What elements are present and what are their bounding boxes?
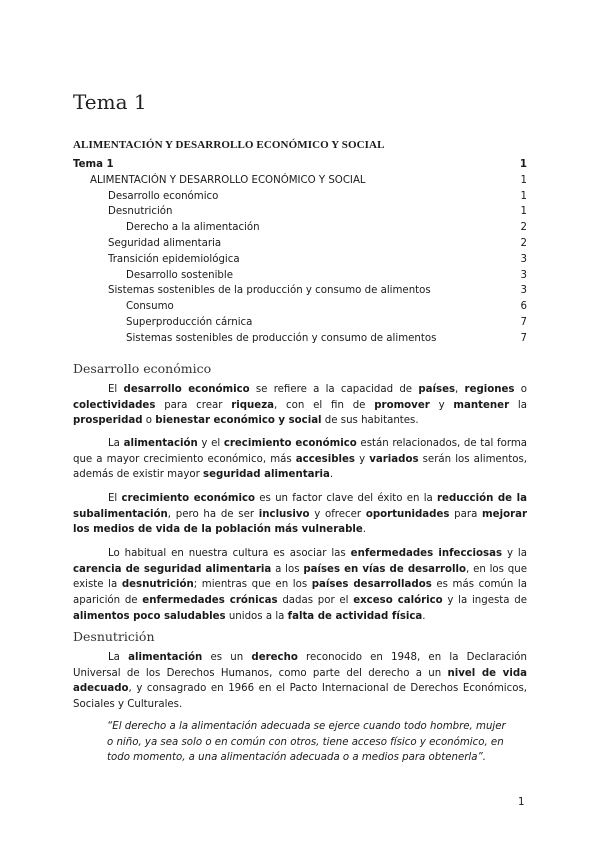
emphasis-text: países en vías de desarrollo	[303, 563, 467, 575]
emphasis-text: exceso calórico	[353, 595, 443, 607]
toc-entry-label: Tema 1	[73, 159, 114, 170]
emphasis-text: alimentación	[123, 438, 198, 449]
emphasis-text: regiones	[464, 384, 515, 395]
toc-entry-page: 1	[519, 159, 527, 170]
toc-entry-label: Desnutrición	[108, 206, 173, 218]
emphasis-text: países	[418, 384, 456, 395]
emphasis-text: crecimiento económico	[121, 493, 256, 504]
toc-entry[interactable]	[73, 157, 527, 173]
toc-entry-page: 2	[520, 237, 527, 249]
emphasis-text: promover	[374, 399, 430, 411]
toc-entry-label: Desarrollo económico	[108, 190, 219, 202]
paragraph: Lo habitual en nuestra cultura es asociar las enfermedades infecciosas y la carencia de seguridad alimentaria a los países en vías de desarrollo, en los que existe la desnutrición; mientras que en los países desarrollados es más común la aparición de enfermedades crónicas dadas por el exceso calórico y la ingesta de alimentos poco saludables unidos a la falta de actividad física.	[73, 548, 527, 622]
emphasis-text: accesibles	[295, 453, 355, 465]
emphasis-text: inclusivo	[258, 508, 310, 520]
emphasis-text: mejorar los medios de vida de la población más vulnerable	[73, 508, 527, 536]
toc-entry-label: Superproducción cárnica	[126, 316, 253, 328]
emphasis-text: crecimiento económico	[223, 438, 357, 449]
page-title: Tema 1	[73, 90, 147, 114]
paragraph: El crecimiento económico es un factor clave del éxito en la reducción de la subalimentación, pero ha de ser inclusivo y ofrecer oportunidades para mejorar los medios de vida de la población más vulnerable.	[73, 493, 527, 536]
toc-entry-label: Sistemas sostenibles de producción y consumo de alimentos	[126, 332, 437, 344]
emphasis-text: mantener	[453, 399, 510, 411]
toc-entry[interactable]	[73, 252, 527, 268]
emphasis-text: seguridad alimentaria	[203, 469, 330, 481]
toc-entry[interactable]	[73, 236, 527, 252]
toc-entry-label: Transición epidemiológica	[108, 253, 240, 265]
section-subtitle: ALIMENTACIÓN Y DESARROLLO ECONÓMICO Y SOCIAL	[73, 139, 385, 151]
emphasis-text: derecho	[251, 652, 298, 663]
emphasis-text: colectividades	[73, 399, 156, 411]
toc-entry-page: 7	[520, 316, 527, 328]
emphasis-text: países desarrollados	[311, 579, 432, 591]
toc-entry-page: 3	[520, 253, 527, 265]
section-heading-desnutricion: Desnutrición	[73, 629, 155, 644]
emphasis-text: enfermedades crónicas	[142, 595, 278, 607]
toc-entry[interactable]	[73, 189, 527, 205]
toc-entry-label: Desarrollo sostenible	[126, 269, 233, 281]
toc-entry[interactable]	[73, 315, 527, 331]
toc-entry-page: 1	[520, 174, 527, 186]
quote: “El derecho a la alimentación adecuada se ejerce cuando todo hombre, mujer o niño, ya sea solo o en común con otros, tiene acceso físico y económico, en todo momento, a una alimentación adecuada o a medios para obtenerla”.	[107, 721, 506, 764]
emphasis-text: desnutrición	[121, 579, 194, 591]
paragraph: La alimentación y el crecimiento económico están relacionados, de tal forma que a mayor crecimiento económico, más accesibles y variados serán los alimentos, además de existir mayor seguridad alimentaria.	[73, 438, 528, 481]
toc-entry-page: 7	[520, 332, 527, 344]
toc-entry-page: 1	[520, 206, 527, 218]
emphasis-text: nivel de vida adecuado	[73, 667, 527, 695]
toc-entry[interactable]	[73, 331, 527, 347]
toc-entry-page: 6	[520, 301, 527, 313]
paragraph: La alimentación es un derecho reconocido en 1948, en la Declaración Universal de los Derechos Humanos, como parte del derecho a un nivel de vida adecuado, y consagrado en 1966 en el Pacto Internacional de Derechos Económicos, Sociales y Culturales.	[73, 652, 527, 711]
emphasis-text: alimentación	[128, 652, 203, 663]
emphasis-text: bienestar económico y social	[155, 415, 322, 427]
toc-entry[interactable]	[73, 299, 527, 315]
toc-entry-page: 1	[520, 190, 527, 202]
table-of-contents	[73, 157, 527, 347]
emphasis-text: riqueza	[231, 399, 274, 411]
toc-entry-page: 2	[520, 222, 527, 234]
emphasis-text: carencia de seguridad alimentaria	[73, 563, 272, 575]
section-heading-desarrollo: Desarrollo económico	[73, 361, 212, 376]
toc-entry[interactable]	[73, 268, 527, 284]
emphasis-text: alimentos poco saludables	[73, 610, 226, 622]
emphasis-text: variados	[369, 453, 419, 465]
toc-entry-label: Sistemas sostenibles de la producción y consumo de alimentos	[108, 285, 431, 297]
toc-entry[interactable]	[73, 204, 527, 220]
toc-entry-page: 3	[520, 269, 527, 281]
toc-entry-label: Seguridad alimentaria	[108, 237, 222, 249]
emphasis-text: desarrollo económico	[123, 384, 250, 395]
toc-entry-label: ALIMENTACIÓN Y DESARROLLO ECONÓMICO Y SOCIAL	[90, 174, 366, 186]
toc-entry-label: Derecho a la alimentación	[126, 222, 260, 234]
emphasis-text: enfermedades infecciosas	[350, 548, 503, 559]
paragraph: El desarrollo económico se refiere a la capacidad de países, regiones o colectividades para crear riqueza, con el fin de promover y mantener la prosperidad o bienestar económico y social de sus habitantes.	[73, 384, 527, 427]
toc-entry[interactable]	[73, 173, 527, 189]
toc-entry[interactable]	[73, 283, 527, 299]
emphasis-text: reducción de la subalimentación	[73, 493, 527, 520]
toc-entry-label: Consumo	[126, 301, 174, 313]
emphasis-text: falta de actividad física	[287, 610, 423, 622]
emphasis-text: prosperidad	[73, 415, 143, 427]
toc-entry[interactable]	[73, 220, 527, 236]
page-number: 1	[518, 797, 525, 808]
toc-entry-page: 3	[520, 285, 527, 297]
emphasis-text: oportunidades	[365, 508, 450, 520]
